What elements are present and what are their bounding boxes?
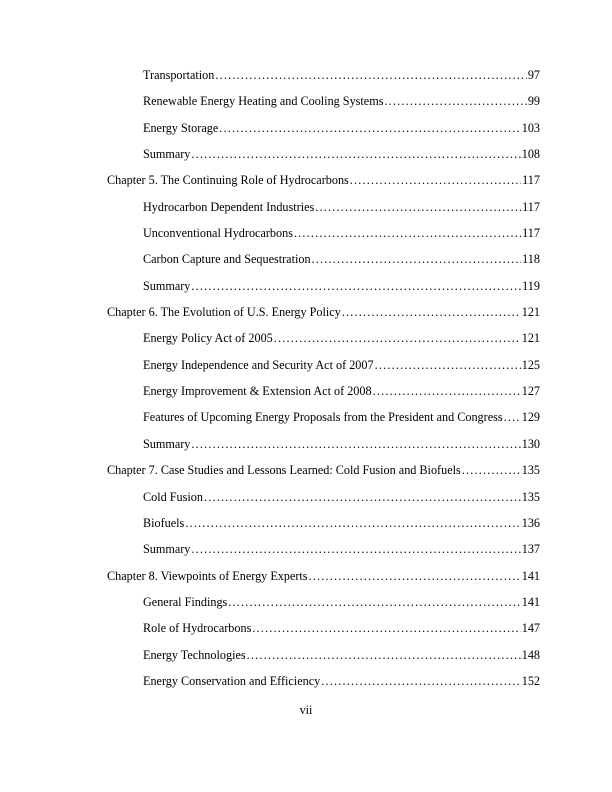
dot-leader [312,246,522,272]
toc-entry-page: 141 [521,594,540,609]
toc-entry-page: 117 [522,173,540,188]
toc-entry-page: 117 [522,199,540,214]
dot-leader [373,378,521,404]
dot-leader [294,220,521,246]
toc-entry [107,220,540,246]
toc-entry-label: Chapter 6. The Evolution of U.S. Energy Policy [107,305,341,320]
toc-entry [107,536,540,562]
dot-leader [504,404,521,430]
toc-entry-page: 99 [527,94,540,109]
toc-entry-page: 152 [521,673,540,688]
dot-leader [315,194,521,220]
dot-leader [204,484,521,510]
toc-entry [107,325,540,351]
toc-entry [107,378,540,404]
toc-entry-label: Hydrocarbon Dependent Industries [143,199,315,214]
dot-leader [219,115,520,141]
toc-entry-label: Chapter 8. Viewpoints of Energy Experts [107,568,308,583]
toc-entry-page: 129 [521,410,540,425]
toc-entry [107,88,540,114]
toc-entry-page: 141 [521,568,540,583]
dot-leader [350,167,521,193]
toc-entry-page: 121 [521,331,540,346]
toc-entry-page: 97 [527,68,540,82]
toc-entry [107,563,540,589]
toc-entry-label: Transportation [143,68,215,82]
dot-leader [342,299,521,325]
toc-entry [107,615,540,641]
dot-leader [252,615,520,641]
toc-entry-page: 130 [521,436,540,451]
toc-entry-page: 118 [522,252,540,267]
toc-entry [107,141,540,167]
toc-entry-page: 136 [521,515,540,530]
toc-entry [107,115,540,141]
toc-entry-label: Renewable Energy Heating and Cooling Systems [143,94,384,109]
toc-entry-label: Energy Storage [143,120,219,135]
dot-leader [384,88,526,114]
toc-entry [107,510,540,536]
toc-entry-page: 135 [521,489,540,504]
toc-entry [107,194,540,220]
toc-entry-page: 148 [521,647,540,662]
dot-leader [247,642,521,668]
toc-entry-label: Energy Policy Act of 2005 [143,331,273,346]
toc-entry-label: Summary [143,278,191,293]
toc-entry [107,589,540,615]
toc-entry-page: 119 [522,278,540,293]
toc-entry-label: Features of Upcoming Energy Proposals from the President and Congress [143,410,503,425]
page-number-footer: vii [299,703,313,717]
toc-entry-label: Cold Fusion [143,489,203,504]
toc-entry-label: Energy Independence and Security Act of 2007 [143,357,374,372]
toc-entry [107,299,540,325]
toc-entry [107,404,540,430]
toc-entry-label: Energy Conservation and Efficiency [143,673,321,688]
dot-leader [375,352,521,378]
dot-leader [191,536,520,562]
dot-leader [274,325,521,351]
dot-leader [185,510,520,536]
dot-leader [228,589,520,615]
dot-leader [215,62,526,88]
toc-entry-label: Carbon Capture and Sequestration [143,252,311,267]
table-of-contents [107,62,540,694]
toc-entry-label: Energy Improvement & Extension Act of 2008 [143,384,372,399]
toc-entry [107,352,540,378]
toc-entry [107,167,540,193]
toc-entry-page: 135 [521,463,540,478]
toc-entry [107,273,540,299]
dot-leader [191,273,521,299]
toc-entry [107,642,540,668]
toc-entry-label: Summary [143,147,191,162]
dot-leader [309,563,521,589]
toc-entry-label: General Findings [143,594,228,609]
toc-entry [107,62,540,88]
toc-entry-label: Role of Hydrocarbons [143,621,252,636]
toc-entry-label: Summary [143,542,191,557]
toc-entry-page: 125 [521,357,540,372]
toc-entry-page: 121 [521,305,540,320]
toc-entry-label: Summary [143,436,191,451]
toc-entry [107,431,540,457]
toc-entry-page: 127 [521,384,540,399]
toc-entry-label: Unconventional Hydrocarbons [143,226,293,241]
toc-entry-label: Energy Technologies [143,647,246,662]
toc-entry [107,484,540,510]
toc-entry [107,457,540,483]
toc-entry [107,668,540,694]
toc-entry-page: 103 [521,120,540,135]
dot-leader [462,457,521,483]
toc-entry-page: 108 [521,147,540,162]
toc-entry-page: 117 [522,226,540,241]
toc-entry [107,246,540,272]
dot-leader [321,668,520,694]
dot-leader [191,431,520,457]
toc-entry-page: 137 [521,542,540,557]
toc-entry-label: Biofuels [143,515,185,530]
toc-entry-label: Chapter 7. Case Studies and Lessons Learned: Cold Fusion and Biofuels [107,463,461,478]
toc-entry-page: 147 [521,621,540,636]
toc-entry-label: Chapter 5. The Continuing Role of Hydrocarbons [107,173,349,188]
dot-leader [191,141,520,167]
